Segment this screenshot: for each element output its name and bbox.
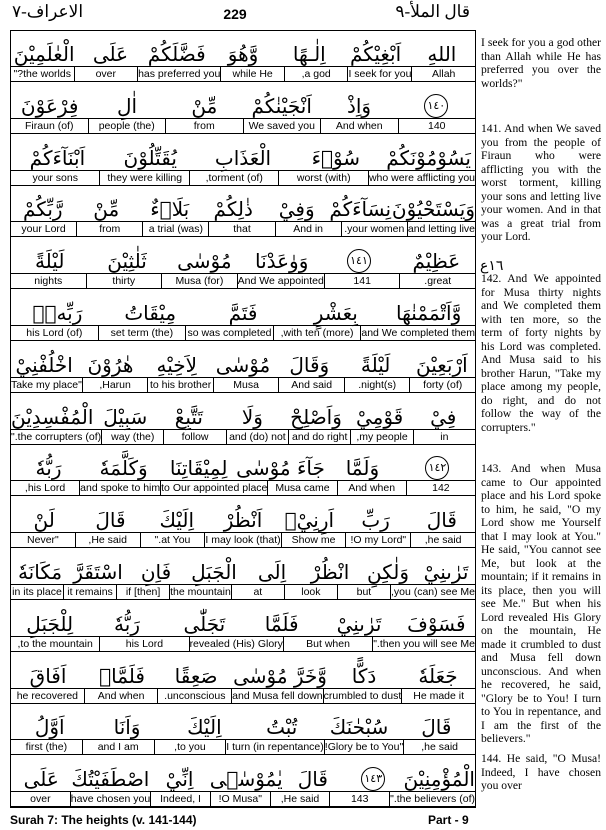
gloss-cell: (of) his Lord <box>26 327 83 339</box>
gloss-cell: in <box>413 430 475 444</box>
gloss-cell: And when <box>320 119 398 133</box>
gloss-cell: "Glory be to You! <box>324 741 404 754</box>
ayah-number-marker: ١٤٣ <box>361 767 385 791</box>
gloss-cell: (of) torment, <box>189 171 279 185</box>
arabic-word: اِنِّيْ <box>165 767 194 792</box>
translation-para-144: 144. He said, "O Musa! Indeed, I have chosen you over <box>481 752 601 792</box>
english-gloss-line <box>11 170 475 186</box>
arabic-word: انْظُرْ <box>310 560 350 584</box>
arabic-word: سُبْحٰنَكَ <box>329 715 389 740</box>
gloss-cell: your Lord <box>21 223 66 236</box>
gloss-cell: And when <box>337 481 406 495</box>
page-footer <box>8 810 606 830</box>
arabic-word: رَبِّ <box>361 508 390 533</box>
arabic-word: وَلٰكِنِ <box>366 560 410 584</box>
gloss-cell: who were afflicting you <box>368 171 475 184</box>
arabic-word: لَيْلَةً <box>360 352 391 377</box>
gloss-cell: but <box>337 585 390 599</box>
arabic-word: اِلَى <box>257 560 287 584</box>
arabic-word: ثَلٰثِيْنَ <box>107 249 147 274</box>
arabic-word: فَتَمَّ <box>228 301 258 325</box>
gloss-cell: (of) Firaun <box>25 119 74 132</box>
arabic-word: اللهِ <box>427 42 457 66</box>
arabic-word: وَلَمَّا <box>345 456 380 481</box>
arabic-word: يُقَتِّلُوْنَ <box>123 145 177 170</box>
translation-para-142: 142. And We appointed for Musa thirty nights and We completed them with ten more, so the term of forty nights by his Lord was completed. And Musa said to his brother Harun, "Take my place among my people, do right, and do not follow the way of the corrupters." <box>481 272 601 434</box>
gloss-cell: the worlds?" <box>13 68 71 80</box>
gloss-cell: Allah <box>411 67 475 81</box>
arabic-word: وَوٰعَدْنَا <box>254 249 309 274</box>
english-gloss-line <box>11 739 475 755</box>
arabic-word: اَرْبَعِيْنَ <box>416 352 468 377</box>
gloss-cell: to his brother <box>147 378 213 392</box>
gloss-cell: [then] if <box>116 585 169 599</box>
arabic-word: وَاَنَا <box>113 715 141 740</box>
arabic-word: مِّنْ <box>191 93 218 118</box>
gloss-cell: (for) Musa <box>161 274 237 288</box>
gloss-cell: at <box>231 585 284 599</box>
arabic-word: وَّخَرَّ مُوْسٰى <box>233 663 327 688</box>
gloss-cell: He said, <box>270 792 330 806</box>
english-gloss-line <box>11 791 475 807</box>
ruku-marker: ١٦ع <box>480 259 504 274</box>
gloss-cell: I seek for you <box>348 68 412 80</box>
arabic-word: اصْطَفَيْتُكَ <box>71 767 150 792</box>
gloss-cell: to the mountain, <box>17 637 93 650</box>
gloss-cell: over <box>30 793 51 806</box>
arabic-word: قَوْمِيْ <box>355 404 404 429</box>
arabic-word: مَكَانَهٗ <box>17 560 63 584</box>
english-gloss-line <box>11 118 475 134</box>
english-gloss-line <box>11 584 475 600</box>
arabic-word: بَلَاۤءٌ <box>150 197 190 222</box>
arabic-word: وَفِيْ <box>278 197 315 222</box>
arabic-word: اَبْنَآءَكُمْ <box>29 145 86 170</box>
gloss-cell: Show me <box>281 533 346 547</box>
arabic-word: مُوْسٰى <box>215 352 271 377</box>
arabic-word: مِيْقَاتُ <box>124 301 177 325</box>
arabic-word: نِسَآءَكُمْ <box>329 197 392 222</box>
gloss-cell: (that) I may look <box>205 534 281 547</box>
gloss-cell: We saved you <box>243 119 321 133</box>
gloss-cell: he recovered <box>16 689 79 702</box>
surah-footer: Surah 7: The heights (v. 141-144) <box>10 813 197 827</box>
gloss-cell: "O my Lord! <box>345 533 410 547</box>
arabic-word: قَالَ <box>426 508 457 533</box>
arabic-word: لَيْلَةً <box>34 249 65 274</box>
arabic-word: اِلَيْكَ <box>187 715 222 740</box>
arabic-word: هٰرُوْنَ <box>87 352 134 377</box>
part-footer: Part - 9 <box>428 813 469 827</box>
arabic-word: لِاَخِيْهِ <box>156 352 197 377</box>
english-gloss-line <box>11 429 475 445</box>
arabic-word: تُبْتُ <box>266 715 298 740</box>
gloss-cell: with ten (more), <box>273 326 361 340</box>
arabic-word: اَرِنِيْۤ <box>284 508 335 533</box>
gloss-cell: and (do) not <box>226 430 288 444</box>
translation-para-141: 141. And when We saved you from the people of Firaun who were afflicting you with the worst torment, killing your sons and letting live your women. And in that was a great trial from your Lord. <box>481 122 601 243</box>
english-gloss-line <box>11 377 475 393</box>
arabic-word: فَاِنِ <box>140 560 172 584</box>
gloss-cell: his Lord, <box>24 482 66 495</box>
gloss-cell: he said, <box>410 533 475 547</box>
gloss-cell: I turn (in repentance) <box>226 741 324 754</box>
gloss-cell: and I am <box>82 740 154 754</box>
gloss-cell: And We appointed <box>237 275 324 288</box>
gloss-cell: the mountain <box>170 586 231 598</box>
gloss-cell: have chosen you <box>70 793 151 806</box>
gloss-cell: night(s). <box>344 378 410 392</box>
arabic-word: اَنْظُرْ <box>223 508 263 533</box>
arabic-word: سُوْۤءَ <box>311 145 361 170</box>
gloss-cell: then you will see Me." <box>373 637 475 650</box>
arabic-word: رَبُّهٗ <box>35 456 62 481</box>
gloss-cell: He made it <box>401 689 475 703</box>
gloss-cell: (of) the believers." <box>390 793 475 806</box>
arabic-word: اسْتَقَرَّ <box>73 560 123 584</box>
arabic-word: عَلَى <box>92 42 129 66</box>
arabic-word: اَفَاقَ <box>29 663 67 688</box>
gloss-cell: crumbled to dust <box>323 689 402 702</box>
gloss-cell: And said <box>278 378 344 392</box>
arabic-word: الْعَذَابِ <box>214 145 272 170</box>
arabic-word: تَرٰىنِيْ <box>423 560 469 584</box>
gloss-cell: (the) first <box>25 741 68 754</box>
gloss-cell: nights <box>34 275 63 288</box>
gloss-cell: (the) set term <box>98 326 186 340</box>
gloss-cell: revealed (His) Glory <box>189 637 283 650</box>
word-by-word-grid <box>10 30 476 808</box>
arabic-word: اِلَيْكَ <box>159 508 195 533</box>
gloss-cell: that <box>208 222 274 236</box>
gloss-cell: look <box>284 585 337 599</box>
arabic-word: دَكًّا <box>351 663 377 688</box>
arabic-word: وَكَلَّمَهٗ <box>99 456 148 481</box>
arabic-word: مِّنْ <box>93 197 120 222</box>
arabic-word: وَاَصْلِحْ <box>290 404 342 429</box>
arabic-word: اٰلِ <box>116 93 138 118</box>
english-gloss-line <box>11 636 475 652</box>
arabic-word: الْجَبَلِ <box>191 560 237 584</box>
arabic-word: فَسَوْفَ <box>407 611 466 636</box>
ayah-number-marker: ١٤٢ <box>425 456 449 480</box>
arabic-word: قَالَ <box>297 767 328 792</box>
english-gloss-line <box>11 688 475 704</box>
gloss-cell: He said, <box>75 533 140 547</box>
arabic-word: عَظِيْمٌ <box>412 249 461 274</box>
gloss-cell: (with) worst <box>278 171 368 185</box>
ayah-number-marker: ١٤١ <box>347 249 371 273</box>
juz-arabic: قال الملأ-٩ <box>395 2 470 21</box>
arabic-word: اَوَّلُ <box>34 715 65 740</box>
english-gloss-line <box>11 221 475 237</box>
gloss-cell: in its place <box>12 586 62 598</box>
gloss-cell: "O Musa! <box>210 792 270 806</box>
gloss-cell: at You." <box>140 533 205 547</box>
arabic-word: وَقَالَ <box>289 352 330 377</box>
arabic-word: اَبْغِيْكُمْ <box>350 42 402 66</box>
gloss-cell: Harun, <box>82 378 148 392</box>
gloss-cell: 141 <box>324 274 400 288</box>
gloss-cell: you (can) see Me, <box>390 586 475 598</box>
arabic-word: فَلَمَّاۤ <box>99 663 145 688</box>
arabic-word: مُوْسٰى <box>177 249 232 274</box>
arabic-word: فِيْ <box>430 404 457 429</box>
gloss-cell: his Lord <box>99 637 188 651</box>
translation-para-0: I seek for you a god other than Allah while He has preferred you over the worlds?" <box>481 36 601 90</box>
page-number: 229 <box>223 6 247 22</box>
arabic-word: وَيَسْتَحْيُوْنَ <box>391 197 475 222</box>
arabic-word: قَالَ <box>95 508 126 533</box>
translation-para-143: 143. And when Musa came to Our appointed place and his Lord spoke to him, he said, "O my Lord show me Yourself that I may look at You." He said, "You cannot see Me, but look at the mountain; if it remains in its place, then you will see Me." But when his Lord revealed His Glory on the mountain, He made it crumbled to dust and Musa fell down unconscious. And when he recovered, he said, "Glory be to You! I turn to You in repentance, and I am the first of the believers." <box>481 462 601 745</box>
gloss-cell: Indeed, I <box>150 792 210 806</box>
gloss-cell: your sons <box>32 171 78 184</box>
arabic-word: فَضَّلَكُمْ <box>147 42 206 66</box>
arabic-word: اِلٰـهًا <box>292 42 326 66</box>
english-gloss-line <box>11 273 475 289</box>
arabic-word: لِمِيْقَاتِنَا <box>169 456 228 481</box>
gloss-cell: 142 <box>406 481 475 495</box>
page-header <box>0 0 606 30</box>
arabic-word: ذٰلِكُمْ <box>213 197 253 222</box>
arabic-word: الْمُؤْمِنِيْنَ <box>403 767 475 792</box>
arabic-word: فِرْعَوْنَ <box>20 93 79 118</box>
arabic-word: وَّهُوَ <box>227 42 259 66</box>
arabic-word: وَاِذْ <box>346 93 372 118</box>
arabic-word: عَلَى <box>23 767 59 792</box>
gloss-cell: my people, <box>350 430 412 444</box>
gloss-cell: Musa came <box>267 481 336 495</box>
ayah-number-marker: ١٤٠ <box>424 94 448 118</box>
gloss-cell: (of) forty <box>409 378 475 392</box>
gloss-cell: your women. <box>341 222 407 236</box>
arabic-word: لَنْ <box>33 508 55 533</box>
gloss-cell: "Never <box>27 534 59 547</box>
arabic-word: الْمُفْسِدِيْنَ <box>10 404 94 429</box>
english-gloss-line <box>11 532 475 548</box>
gloss-cell: thirty <box>86 274 162 288</box>
gloss-cell: 140 <box>398 119 476 133</box>
arabic-word: تَجَلّٰى <box>183 611 226 636</box>
gloss-cell: unconscious. <box>157 689 231 703</box>
arabic-word: جَعَلَهٗ <box>418 663 458 688</box>
arabic-word: يَسُوْمُوْنَكُمْ <box>386 145 471 170</box>
gloss-cell: to Our appointed place <box>161 482 268 495</box>
arabic-word: فَلَمَّا <box>264 611 299 636</box>
english-gloss-line <box>11 325 475 341</box>
gloss-cell: he said, <box>403 740 475 754</box>
gloss-cell: 143 <box>329 792 389 806</box>
gloss-cell: (was) a trial <box>142 222 208 236</box>
arabic-word: رَبِّهٖۤ <box>32 301 83 325</box>
english-gloss-line <box>11 66 475 82</box>
arabic-word: الْعٰلَمِيْنَ <box>13 42 75 66</box>
arabic-word: لِلْجَبَلِ <box>26 611 74 636</box>
arabic-word: جَآءَ مُوْسٰى <box>236 456 325 481</box>
gloss-cell: from <box>165 119 243 133</box>
gloss-cell: from <box>76 222 142 236</box>
arabic-word: اخْلُفْنِيْ <box>15 352 73 377</box>
arabic-word: وَلَا <box>241 404 263 429</box>
arabic-word: اَنْجَيْنٰكُمْ <box>251 93 312 118</box>
arabic-word: تَرٰىنِيْ <box>336 611 382 636</box>
arabic-word: بِعَشْرٍ <box>313 301 358 325</box>
gloss-cell: "Take my place <box>10 378 82 391</box>
arabic-word: وَّاَتْمَمْنٰهَا <box>395 301 462 325</box>
gloss-cell: But when <box>283 637 372 651</box>
gloss-cell: And in <box>275 222 341 236</box>
arabic-word: رَبُّهٗ <box>114 611 140 636</box>
arabic-word: قَالَ <box>421 715 452 740</box>
gloss-cell: (the) people <box>88 119 166 133</box>
gloss-cell: it remains <box>63 585 116 599</box>
gloss-cell: and We completed them <box>361 327 475 339</box>
gloss-cell: (of) the corrupters." <box>11 430 102 443</box>
gloss-cell: and Musa fell down <box>232 689 323 702</box>
arabic-word: يٰمُوْسٰۤى <box>209 767 283 792</box>
arabic-word: رَّبِّكُمْ <box>22 197 63 222</box>
gloss-cell: Musa <box>213 378 279 392</box>
arabic-word: سَبِيْلَ <box>103 404 148 429</box>
gloss-cell: over <box>74 67 138 81</box>
gloss-cell: so was completed <box>185 326 273 340</box>
gloss-cell: to you, <box>154 740 226 754</box>
gloss-cell: follow <box>163 430 225 444</box>
surah-arabic: الاعراف-٧ <box>12 2 84 21</box>
gloss-cell: while He <box>220 67 284 81</box>
gloss-cell: and do right <box>288 430 350 444</box>
gloss-cell: they were killing <box>99 171 189 185</box>
arabic-word: صَعِقًا <box>174 663 218 688</box>
gloss-cell: And when <box>84 689 158 703</box>
gloss-cell: great. <box>399 274 475 288</box>
arabic-word: تَتَّبِعْ <box>174 404 203 429</box>
gloss-cell: and letting live <box>407 223 475 236</box>
gloss-cell: and spoke to him <box>80 482 161 495</box>
english-gloss-line <box>11 480 475 496</box>
gloss-cell: a god, <box>284 67 348 81</box>
gloss-cell: has preferred you <box>138 68 221 80</box>
gloss-cell: (the) way <box>101 430 163 444</box>
